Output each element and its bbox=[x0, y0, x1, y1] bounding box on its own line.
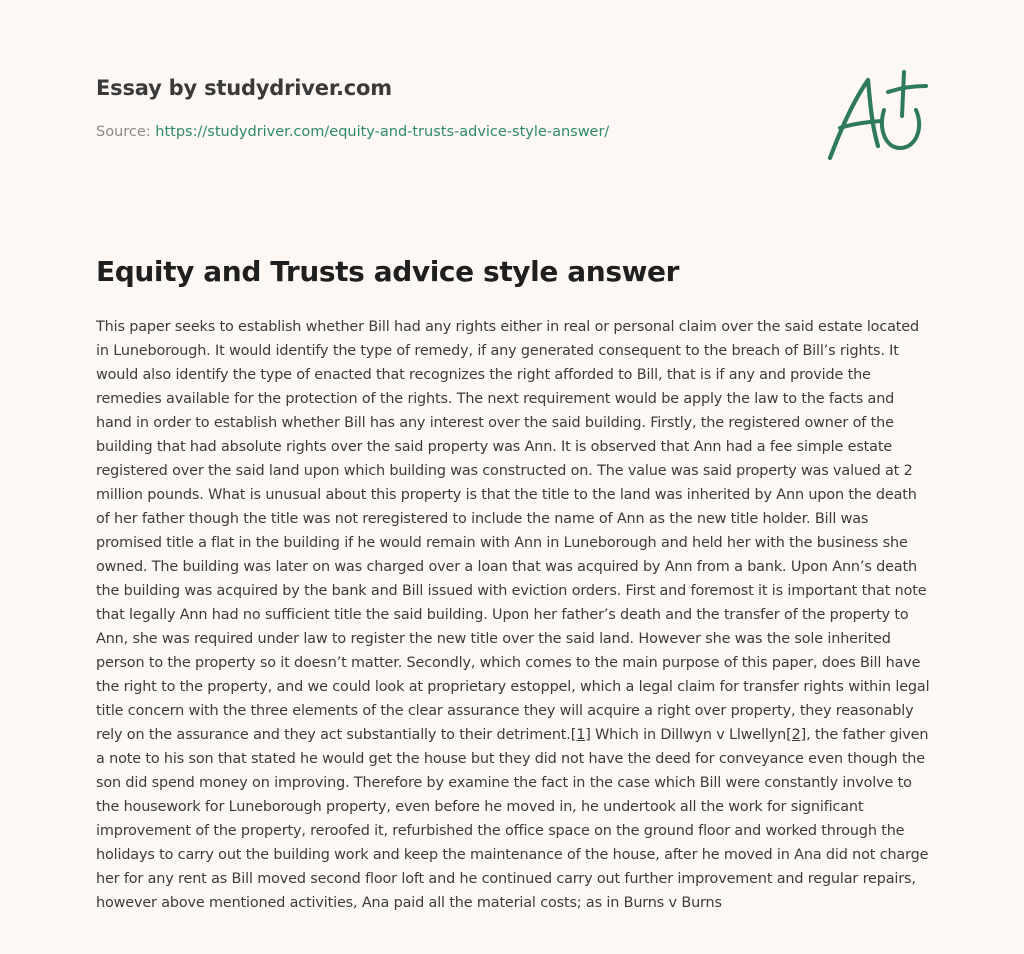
source-label: Source: bbox=[96, 124, 151, 140]
a-plus-logo-icon bbox=[820, 66, 930, 166]
source-line bbox=[96, 124, 609, 140]
body-text-part-2: Which in Dillwyn v Llwellyn bbox=[590, 727, 787, 743]
body-text-part-3: , the father given a note to his son that stated he would get the house but they did not have the deed for conveyance even though the son did spend money on improving. Therefore by examine the fact in the case which Bill were constantly involve to the housework for Luneborough property, even before he moved in, he undertook all the work for significant improvement of the property, reroofed it, refurbished the office space on the ground floor and worked through the holidays to carry out the building work and keep the maintenance of the house, after he moved in Ana did not charge her for any rent as Bill moved second floor loft and he continued carry out further improvement and regular repairs, however above mentioned activities, Ana paid all the material costs; as in Burns v Burns bbox=[96, 727, 929, 911]
page-title: Equity and Trusts advice style answer bbox=[96, 255, 680, 288]
site-title: Essay by studydriver.com bbox=[96, 76, 392, 100]
footnote-link-1[interactable]: [1] bbox=[570, 727, 591, 743]
footnote-link-2[interactable]: [2] bbox=[786, 727, 807, 743]
article-body bbox=[96, 315, 930, 915]
body-text-part-1: This paper seeks to establish whether Bill had any rights either in real or personal claim over the said estate located in Luneborough. It would identify the type of remedy, if any generated consequent to the breach of Bill’s rights. It would also identify the type of enacted that recognizes the right afforded to Bill, that is if any and provide the remedies available for the protection of the rights. The next requirement would be apply the law to the facts and hand in order to establish whether Bill has any interest over the said building. Firstly, the registered owner of the building that had absolute rights over the said property was Ann. It is observed that Ann had a fee simple estate registered over the said land upon which building was constructed on. The value was said property was valued at 2 million pounds. What is unusual about this property is that the title to the land was inherited by Ann upon the death of her father though the title was not reregistered to include the name of Ann as the new title holder. Bill was promised title a flat in the building if he would remain with Ann in Luneborough and held her with the business she owned. The building was later on was charged over a loan that was acquired by Ann from a bank. Upon Ann’s death the building was acquired by the bank and Bill issued with eviction orders. First and foremost it is important that note that legally Ann had no sufficient title the said building. Upon her father’s death and the transfer of the property to Ann, she was required under law to register the new title over the said land. However she was the sole inherited person to the property so it doesn’t matter. Secondly, which comes to the main purpose of this paper, does Bill have the right to the property, and we could look at proprietary estoppel, which a legal claim for transfer rights within legal title concern with the three elements of the clear assurance they will acquire a right over property, they reasonably rely on the assurance and they act substantially to their detriment. bbox=[96, 319, 930, 743]
source-link[interactable]: https://studydriver.com/equity-and-trusts-advice-style-answer/ bbox=[155, 124, 610, 140]
